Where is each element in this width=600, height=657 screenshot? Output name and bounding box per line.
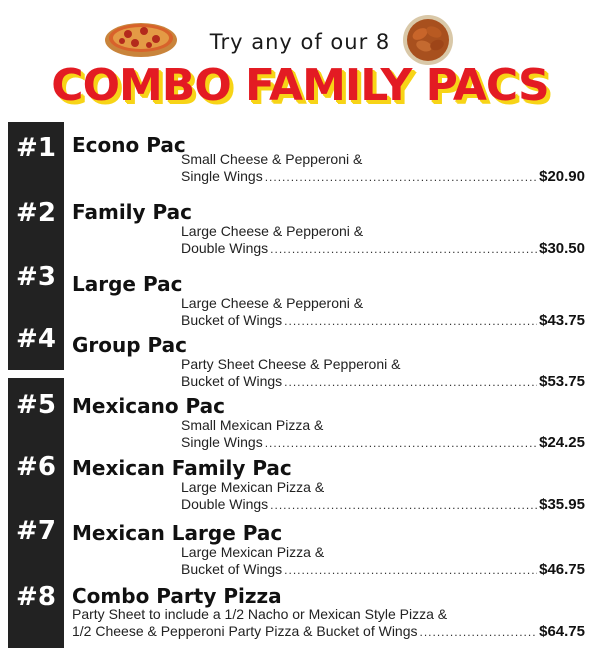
item-name: Combo Party Pizza <box>72 584 282 608</box>
item-number: #5 <box>16 390 56 420</box>
description-line: Bucket of Wings <box>181 312 283 328</box>
description-line: Single Wings <box>181 168 263 184</box>
description-line: 1/2 Cheese & Pepperoni Party Pizza & Bucket of Wings <box>72 623 418 639</box>
dot-leader <box>265 169 537 186</box>
item-number: #3 <box>16 262 56 292</box>
item-description <box>181 544 585 579</box>
description-line: Bucket of Wings <box>181 561 283 577</box>
description-line: Large Mexican Pizza & <box>181 479 325 495</box>
description-line: Large Cheese & Pepperoni & <box>181 295 364 311</box>
item-description <box>181 356 585 391</box>
item-name: Family Pac <box>72 200 193 224</box>
item-price: $24.25 <box>539 434 585 451</box>
description-line: Single Wings <box>181 434 263 450</box>
tagline: Try any of our 8 <box>209 30 391 54</box>
menu-header <box>0 0 600 118</box>
item-description <box>181 417 585 452</box>
dot-leader <box>270 497 537 514</box>
item-description <box>181 151 585 186</box>
description-line: Large Cheese & Pepperoni & <box>181 223 364 239</box>
item-name: Large Pac <box>72 272 183 296</box>
dot-leader <box>420 624 538 641</box>
page-title: COMBO FAMILY PACS <box>51 60 549 111</box>
item-price: $43.75 <box>539 312 585 329</box>
dot-leader <box>284 374 537 391</box>
item-price: $46.75 <box>539 561 585 578</box>
item-name: Econo Pac <box>72 133 186 157</box>
description-line: Party Sheet to include a 1/2 Nacho or Mexican Style Pizza & <box>72 606 448 622</box>
description-line: Double Wings <box>181 240 269 256</box>
item-name: Mexicano Pac <box>72 394 225 418</box>
item-price: $30.50 <box>539 240 585 257</box>
description-line: Double Wings <box>181 496 269 512</box>
description-line: Large Mexican Pizza & <box>181 544 325 560</box>
item-price: $64.75 <box>539 623 585 640</box>
item-number: #1 <box>16 133 56 163</box>
dot-leader <box>284 562 537 579</box>
item-name: Group Pac <box>72 333 188 357</box>
dot-leader <box>284 313 537 330</box>
item-name: Mexican Large Pac <box>72 521 283 545</box>
dot-leader <box>265 435 537 452</box>
item-description <box>181 295 585 330</box>
dot-leader <box>270 241 537 258</box>
item-description <box>72 606 585 641</box>
item-price: $20.90 <box>539 168 585 185</box>
description-line: Party Sheet Cheese & Pepperoni & <box>181 356 401 372</box>
item-number: #2 <box>16 198 56 228</box>
item-number: #7 <box>16 516 56 546</box>
item-price: $35.95 <box>539 496 585 513</box>
item-number: #4 <box>16 324 56 354</box>
item-description <box>181 479 585 514</box>
item-number: #8 <box>16 582 56 612</box>
item-description <box>181 223 585 258</box>
description-line: Small Cheese & Pepperoni & <box>181 151 363 167</box>
description-line: Small Mexican Pizza & <box>181 417 324 433</box>
description-line: Bucket of Wings <box>181 373 283 389</box>
item-price: $53.75 <box>539 373 585 390</box>
item-number: #6 <box>16 452 56 482</box>
item-name: Mexican Family Pac <box>72 456 292 480</box>
